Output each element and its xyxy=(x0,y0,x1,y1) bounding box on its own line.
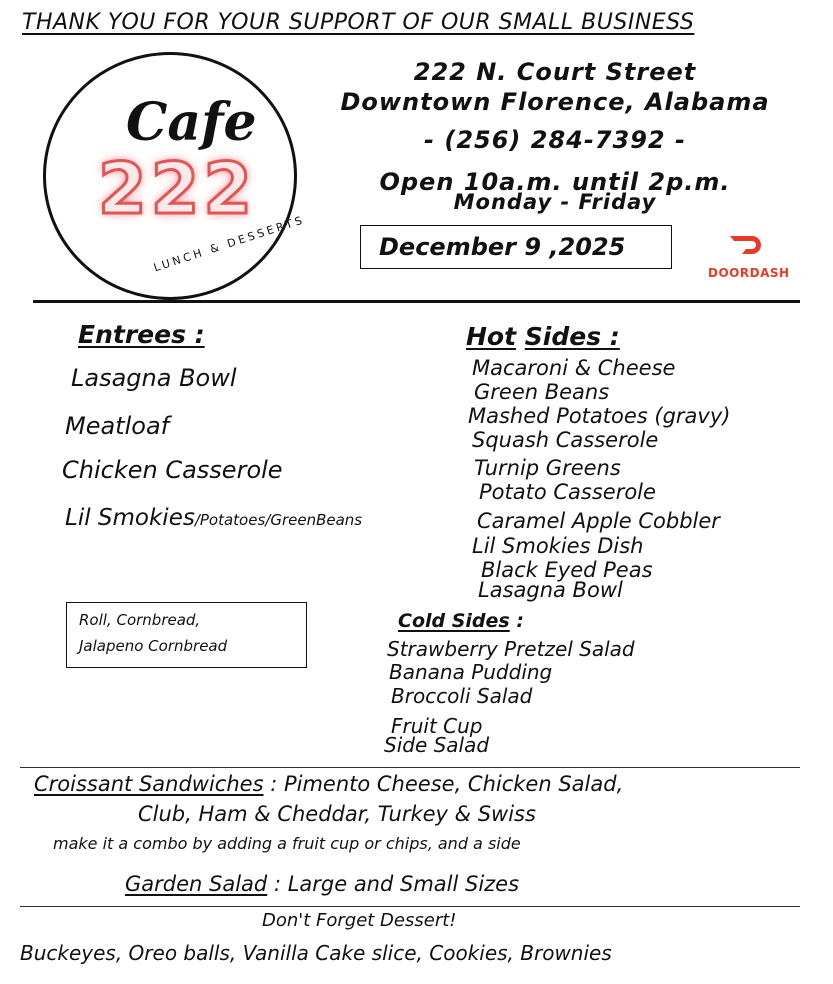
hot-side-item: Potato Casserole xyxy=(479,480,656,504)
entree-item: Lasagna Bowl xyxy=(71,364,237,392)
dessert-heading: Don't Forget Dessert! xyxy=(262,910,457,931)
hot-side-item: Macaroni & Cheese xyxy=(472,356,676,380)
banner-text: THANK YOU FOR YOUR SUPPORT OF OUR SMALL BUSINESS xyxy=(22,10,695,35)
hot-side-item: Lasagna Bowl xyxy=(478,578,623,602)
garden-salad-line xyxy=(125,872,519,896)
header-divider xyxy=(33,300,800,303)
entrees-heading: Entrees : xyxy=(78,320,205,349)
cold-side-item: Strawberry Pretzel Salad xyxy=(387,637,635,661)
garden-salad-heading: Garden Salad xyxy=(125,872,268,896)
garden-salad-text: : Large and Small Sizes xyxy=(273,872,520,896)
hot-side-item: Squash Casserole xyxy=(472,428,659,452)
hot-sides-heading-sides: Sides : xyxy=(524,322,620,351)
menu-date: December 9 ,2025 xyxy=(379,233,626,261)
hot-side-item: Turnip Greens xyxy=(474,456,621,480)
entree-item: Meatloaf xyxy=(65,412,170,440)
bread-line: Jalapeno Cornbread xyxy=(79,637,228,655)
sides-divider xyxy=(20,767,800,768)
hot-sides-heading xyxy=(466,322,620,351)
cold-side-item: Fruit Cup xyxy=(391,714,483,738)
phone-number: - (256) 284-7392 - xyxy=(424,126,686,154)
entree-item-extra: /Potatoes/GreenBeans xyxy=(194,511,363,529)
cold-sides-heading-text: Cold Sides xyxy=(398,610,510,632)
city-address: Downtown Florence, Alabama xyxy=(340,88,770,116)
doordash-label: DOORDASH xyxy=(708,266,790,280)
hot-side-item: Green Beans xyxy=(474,380,610,404)
sandwiches-list-2: Club, Ham & Cheddar, Turkey & Swiss xyxy=(138,802,536,826)
cold-side-item: Banana Pudding xyxy=(389,660,553,684)
bread-box xyxy=(66,602,307,668)
hot-side-item: Mashed Potatoes (gravy) xyxy=(468,404,731,428)
hours-text: Open 10a.m. until 2p.m. xyxy=(379,168,731,196)
street-address: 222 N. Court Street xyxy=(413,58,697,86)
cold-sides-heading xyxy=(398,610,524,632)
date-box xyxy=(360,225,672,269)
entree-item: Lil Smokies xyxy=(65,505,195,531)
hot-side-item: Lil Smokies Dish xyxy=(472,534,644,558)
cold-sides-colon: : xyxy=(516,610,524,632)
cold-side-item: Side Salad xyxy=(384,733,490,757)
sandwiches-list-1: : Pimento Cheese, Chicken Salad, xyxy=(270,772,624,796)
bread-line: Roll, Cornbread, xyxy=(79,611,201,629)
logo-cafe-text: Cafe xyxy=(126,92,257,153)
days-text: Monday - Friday xyxy=(453,190,657,214)
entree-item: Chicken Casserole xyxy=(62,456,283,484)
dessert-divider xyxy=(20,906,800,907)
sandwiches-line-1 xyxy=(34,772,623,796)
entree-item-lil-smokies xyxy=(65,505,362,531)
hot-sides-heading-hot: Hot xyxy=(466,322,517,351)
logo-tagline: LUNCH & DESSERTS xyxy=(152,213,307,275)
sandwiches-heading: Croissant Sandwiches xyxy=(34,772,264,796)
hot-side-item: Caramel Apple Cobbler xyxy=(477,509,720,533)
hot-side-item: Black Eyed Peas xyxy=(481,558,653,582)
logo-number: 222 xyxy=(98,148,257,230)
dessert-list: Buckeyes, Oreo balls, Vanilla Cake slice, Cookies, Brownies xyxy=(20,941,612,965)
combo-note: make it a combo by adding a fruit cup or chips, and a side xyxy=(53,834,521,853)
doordash-logo-icon xyxy=(728,232,768,258)
cold-side-item: Broccoli Salad xyxy=(391,684,533,708)
